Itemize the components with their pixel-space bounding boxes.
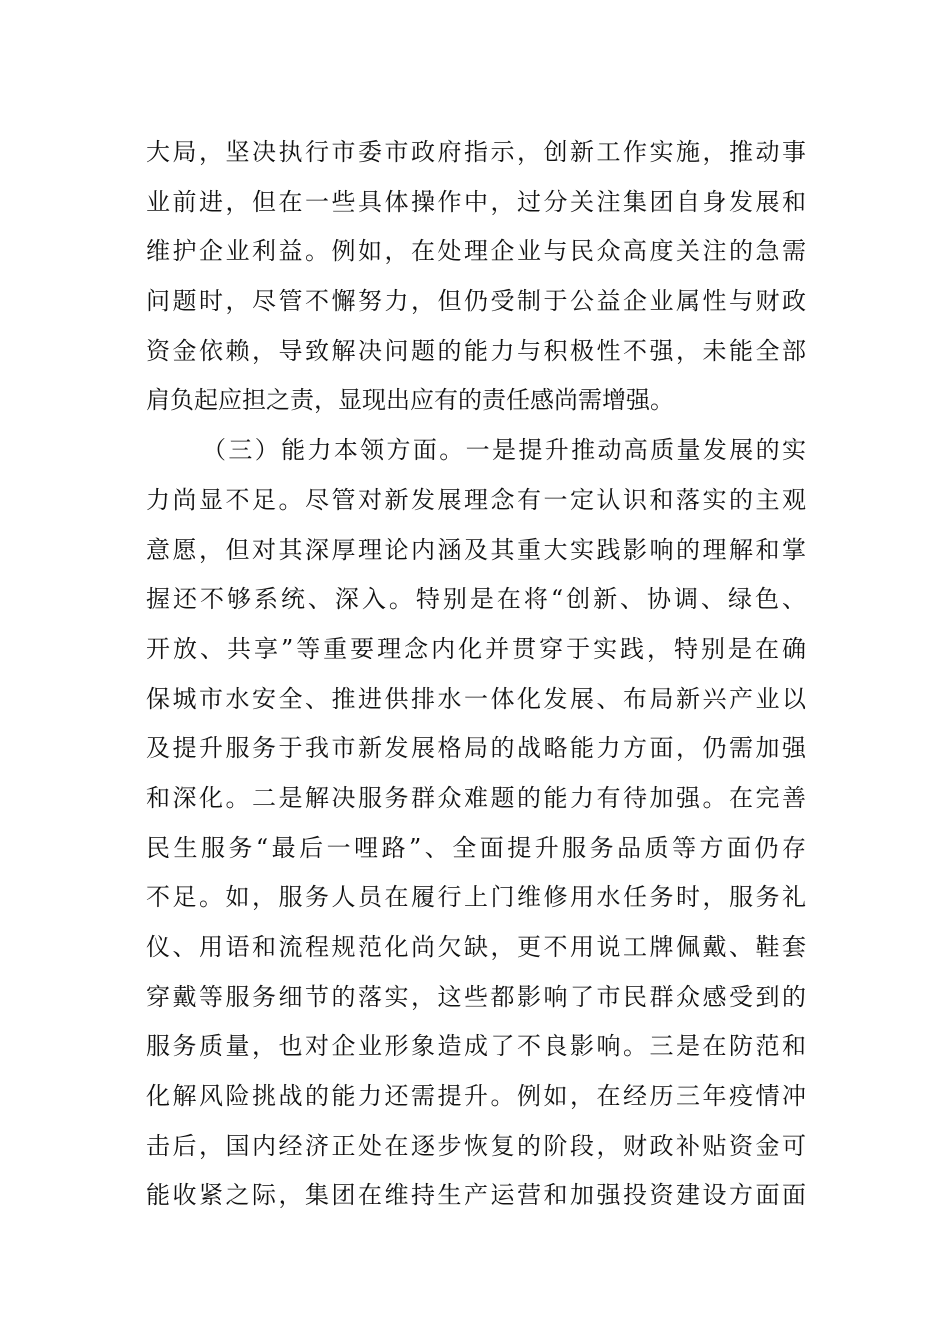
text-line: 穿戴等服务细节的落实，这些都影响了市民群众感受到的 — [146, 982, 806, 1011]
text-line: 击后，国内经济正处在逐步恢复的阶段，财政补贴资金可 — [146, 1131, 806, 1160]
text-line: 意愿，但对其深厚理论内涵及其重大实践影响的理解和掌 — [146, 535, 806, 564]
text-line: 仪、用语和流程规范化尚欠缺，更不用说工牌佩戴、鞋套 — [146, 933, 806, 961]
text-line: 大局，坚决执行市委市政府指示，创新工作实施，推动事 — [146, 138, 806, 166]
text-line: 不足。如，服务人员在履行上门维修用水任务时，服务礼 — [146, 883, 806, 912]
body-text — [146, 128, 806, 1221]
text-line: 及提升服务于我市新发展格局的战略能力方面，仍需加强 — [146, 734, 806, 763]
section-heading-line: （三）能力本领方面。一是提升推动高质量发展的实 — [202, 436, 806, 465]
text-line: 和深化。二是解决服务群众难题的能力有待加强。在完善 — [146, 783, 806, 812]
text-line: 资金依赖，导致解决问题的能力与积极性不强，未能全部 — [146, 336, 806, 365]
text-line: 力尚显不足。尽管对新发展理念有一定认识和落实的主观 — [146, 485, 806, 514]
text-line: 民生服务“最后一哩路”、全面提升服务品质等方面仍存 — [146, 833, 806, 862]
text-line: 维护企业利益。例如，在处理企业与民众高度关注的急需 — [146, 237, 806, 266]
text-line: 业前进，但在一些具体操作中，过分关注集团自身发展和 — [146, 187, 806, 216]
text-line: 开放、共享”等重要理念内化并贯穿于实践，特别是在确 — [146, 634, 806, 663]
text-line: 问题时，尽管不懈努力，但仍受制于公益企业属性与财政 — [146, 287, 806, 316]
text-line: 能收紧之际，集团在维持生产运营和加强投资建设方面面 — [146, 1181, 806, 1210]
text-line: 化解风险挑战的能力还需提升。例如，在经历三年疫情冲 — [146, 1082, 806, 1111]
text-line: 服务质量，也对企业形象造成了不良影响。三是在防范和 — [146, 1032, 806, 1061]
text-line: 肩负起应担之责，显现出应有的责任感尚需增强。 — [146, 386, 674, 415]
text-line: 保城市水安全、推进供排水一体化发展、布局新兴产业以 — [146, 684, 806, 713]
text-line: 握还不够系统、深入。特别是在将“创新、协调、绿色、 — [146, 585, 806, 614]
